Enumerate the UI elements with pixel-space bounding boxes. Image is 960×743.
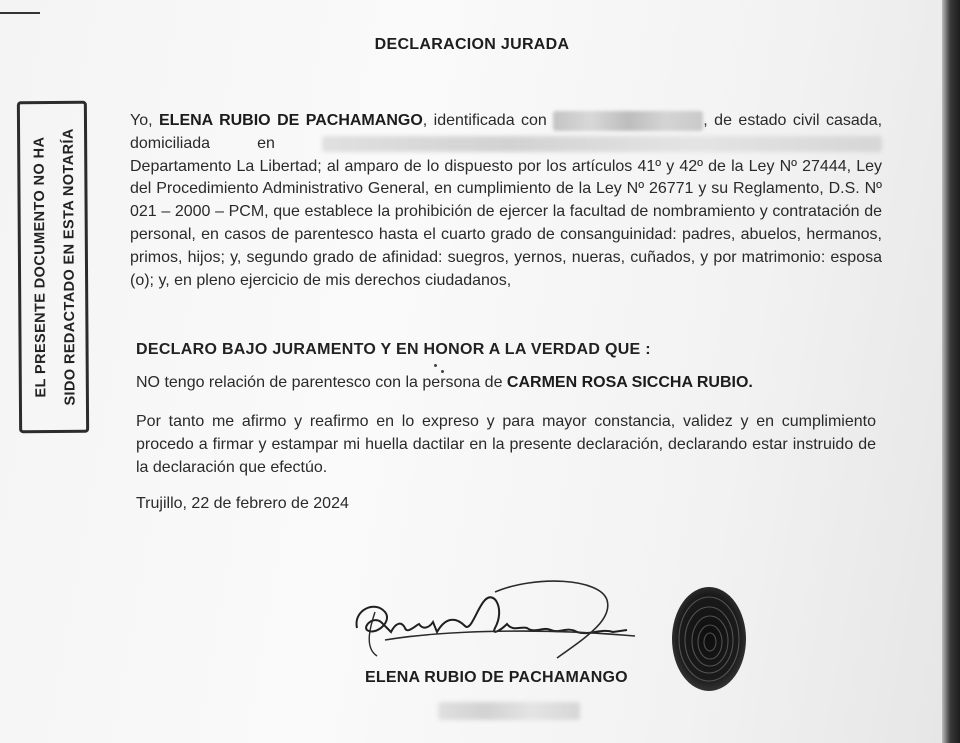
fingerprint [668, 584, 750, 696]
intro-civil-status: , de estado civil casada, domiciliada en [130, 112, 883, 152]
intro-identified: , identificada con [422, 112, 547, 129]
intro-paragraph [130, 110, 882, 292]
scan-edge [942, 0, 960, 743]
stamp-line-1: EL PRESENTE DOCUMENTO NO HA [31, 136, 49, 398]
relation-statement [136, 374, 753, 392]
handwritten-signature [345, 570, 645, 670]
document-title: DECLARACION JURADA [374, 36, 570, 53]
declarant-name: ELENA RUBIO DE PACHAMANGO [159, 112, 423, 129]
notary-stamp [17, 101, 89, 433]
redacted-id-number [553, 111, 703, 131]
declaration-heading: DECLARO BAJO JURAMENTO Y EN HONOR A LA VERDAD QUE : [136, 341, 651, 358]
ink-speck [434, 364, 437, 367]
place-date: Trujillo, 22 de febrero de 2024 [136, 495, 349, 512]
stamp-line-2: SIDO REDACTADO EN ESTA NOTARÍA [61, 128, 79, 406]
intro-body: Departamento La Libertad; al amparo de lo dispuesto por los artículos 41º y 42º de la Ley Nº 27444, Ley del Procedimiento Administrativo General, en cumplimiento de la Ley Nº 26771 y su Reglamento, D.S. Nº 021 – 2000 – PCM, que establece la prohibición de ejercer la facultad de nombramiento y contratación de personal, en casos de parentesco hasta el cuarto grado de consanguinidad: padres, abuelos, hermanos, primos, hijos; y, segundo grado de afinidad: suegros, yernos, nueras, cuñados, y por matrimonio: esposa (o); y, en pleno ejercicio de mis derechos ciudadanos, [130, 157, 882, 289]
related-person: CARMEN ROSA SICCHA RUBIO. [506, 374, 753, 391]
margin-mark [0, 12, 40, 14]
intro-yo: Yo, [130, 112, 153, 129]
redacted-address [322, 136, 882, 152]
signer-name: ELENA RUBIO DE PACHAMANGO [365, 669, 628, 686]
redacted-document-number [438, 702, 580, 720]
closing-paragraph: Por tanto me afirmo y reafirmo en lo expreso y para mayor constancia, validez y en cumplimiento procedo a firmar y estampar mi huella dactilar en la presente declaración, declarando estar instruido de la declaración que efectúo. [136, 413, 876, 476]
ink-speck [441, 370, 444, 373]
relation-text: NO tengo relación de parentesco con la persona de [136, 374, 503, 391]
